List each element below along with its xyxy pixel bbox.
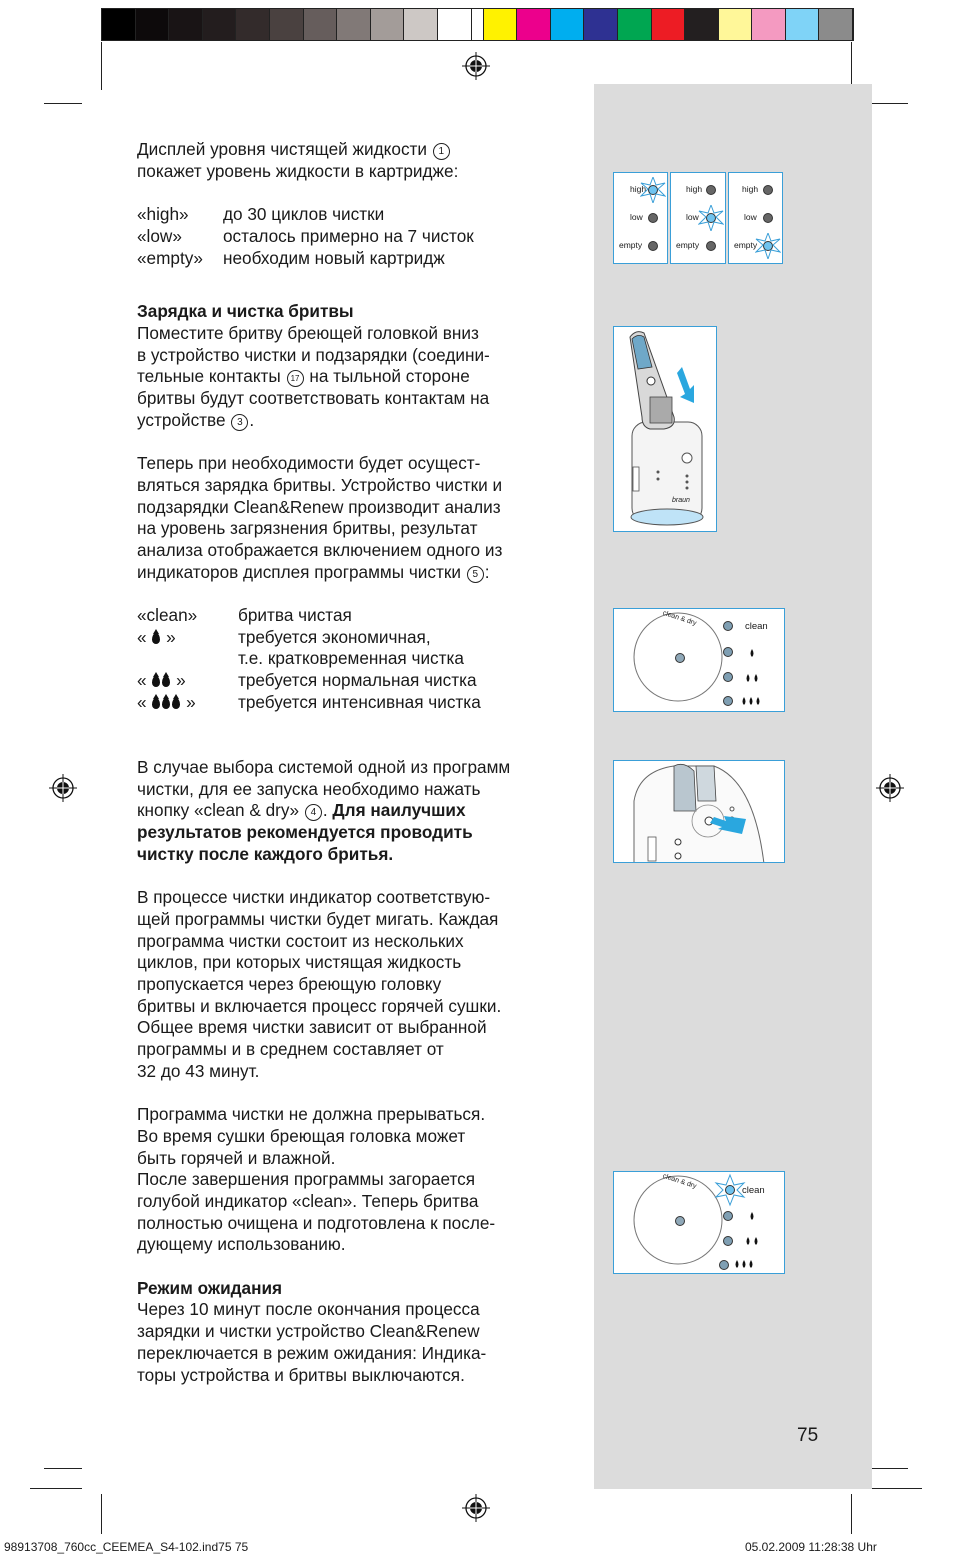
level-panel-high	[613, 172, 668, 264]
crop-mark	[870, 1488, 922, 1489]
color-swatch	[270, 9, 304, 40]
text-span: индикаторов дисплея программы чистки	[137, 561, 461, 582]
text-line: дующему использованию.	[137, 1234, 346, 1255]
text-line	[137, 366, 567, 388]
text-line: покажет уровень жидкости в картридже:	[137, 160, 459, 181]
quote-close: »	[186, 691, 196, 712]
text-line: циклов, при которых чистящая жидкость	[137, 952, 462, 973]
text-line: 32 до 43 минут.	[137, 1060, 260, 1081]
color-bar-gap	[472, 9, 484, 40]
shaver-station-drawing	[614, 327, 717, 532]
color-swatch	[584, 9, 618, 40]
drop-icon	[162, 698, 170, 709]
text-line: чистки, для ее запуска необходимо нажать	[137, 778, 481, 799]
crop-mark	[870, 1468, 908, 1469]
dial-label: clean & dry	[661, 1172, 698, 1191]
color-swatch	[169, 9, 203, 40]
color-swatch	[652, 9, 686, 40]
program-row	[137, 692, 567, 714]
main-text-column	[137, 139, 567, 1386]
text-line: подзарядки Clean&Renew производит анализ	[137, 496, 501, 517]
program-display-illustration	[613, 608, 785, 712]
drop-icon	[152, 633, 160, 644]
crop-mark	[101, 42, 102, 90]
led-icon	[648, 241, 658, 251]
text-line: бритвы будут соответствовать контактам на	[137, 388, 490, 409]
glow-burst-icon	[640, 177, 666, 203]
level-desc: осталось примерно на 7 чисток	[223, 225, 474, 246]
color-swatch	[517, 9, 551, 40]
crop-mark	[851, 1494, 852, 1534]
text-line: После завершения программы загорается	[137, 1169, 476, 1190]
color-swatch	[337, 9, 371, 40]
text-line: щей программы чистки будет мигать. Каждая	[137, 908, 499, 929]
bold-text: чистку после каждого бритья.	[137, 843, 394, 864]
level-label-low: low	[686, 212, 699, 222]
color-swatch	[551, 9, 585, 40]
bold-text: результатов рекомендуется проводить	[137, 822, 473, 843]
quote-open: «	[137, 691, 147, 712]
level-label-high: high	[742, 184, 759, 194]
color-swatch	[786, 9, 820, 40]
text-span: Дисплей уровня чистящей жидкости	[137, 139, 428, 159]
text-span: .	[249, 409, 255, 430]
shaver-insertion-illustration	[613, 326, 717, 532]
level-row	[137, 248, 567, 270]
led-icon	[763, 213, 773, 223]
program-row	[137, 670, 567, 692]
registration-mark-icon	[49, 774, 77, 802]
color-swatch	[203, 9, 237, 40]
reference-number-icon: 17	[287, 370, 304, 387]
level-key: «low»	[137, 225, 182, 246]
color-swatch	[719, 9, 753, 40]
text-line	[137, 800, 567, 822]
led-icon	[763, 185, 773, 195]
footer-file-info: 98913708_760cc_CEEMEA_S4-102.ind75 75	[4, 1540, 249, 1554]
program-desc: т.е. кратковременная чистка	[238, 648, 464, 669]
bold-text: Для наилучших	[332, 800, 466, 821]
clean-lit-illustration	[613, 1171, 785, 1274]
text-line	[137, 410, 567, 432]
level-row	[137, 204, 567, 226]
crop-mark	[30, 1488, 82, 1489]
color-swatch	[685, 9, 719, 40]
text-span: :	[484, 561, 490, 582]
registration-mark-icon	[462, 1494, 490, 1522]
text-line: голубой индикатор «clean». Теперь бритва	[137, 1190, 479, 1211]
text-line: зарядки и чистки устройство Clean&Renew	[137, 1321, 480, 1342]
printer-color-bar	[101, 8, 854, 41]
text-line: В случае выбора системой одной из программ	[137, 756, 511, 777]
color-swatch	[819, 9, 853, 40]
color-swatch	[304, 9, 338, 40]
reference-number-icon: 1	[433, 143, 450, 160]
text-span: на тыльной стороне	[309, 366, 470, 387]
crop-mark	[44, 103, 82, 104]
quote-open: «	[137, 626, 147, 647]
color-swatch	[484, 9, 518, 40]
glow-burst-icon	[698, 205, 724, 231]
text-line: полностью очищена и подготовлена к после-	[137, 1212, 496, 1233]
program-row	[137, 648, 567, 670]
footer-timestamp: 05.02.2009 11:28:38 Uhr	[745, 1540, 877, 1554]
program-desc: требуется экономичная,	[238, 626, 431, 647]
text-line: Во время сушки бреющая головка может	[137, 1125, 466, 1146]
registration-mark-icon	[462, 52, 490, 80]
crop-mark	[851, 42, 852, 90]
color-swatch	[752, 9, 786, 40]
quote-close: »	[176, 670, 186, 691]
text-line: на уровень загрязнения бритвы, результат	[137, 518, 478, 539]
drop-icon	[172, 698, 180, 709]
color-swatch	[102, 9, 136, 40]
level-label-high: high	[686, 184, 703, 194]
glow-burst-icon	[755, 233, 781, 259]
color-swatch	[618, 9, 652, 40]
reference-number-icon: 3	[231, 414, 248, 431]
section-heading-standby: Режим ожидания	[137, 1277, 283, 1298]
page-number: 75	[797, 1425, 819, 1446]
text-line: Теперь при необходимости будет осущест-	[137, 453, 481, 474]
text-line: быть горячей и влажной.	[137, 1147, 336, 1168]
program-desc: требуется нормальная чистка	[238, 670, 477, 691]
text-line: анализа отображается включением одного из	[137, 539, 503, 560]
text-line: бритвы и включается процесс горячей сушки.	[137, 995, 502, 1016]
text-line: пропускается через бреющую головку	[137, 973, 442, 994]
color-swatch	[136, 9, 170, 40]
registration-mark-icon	[876, 774, 904, 802]
station-button-drawing	[614, 761, 785, 863]
text-line: вляться зарядка бритвы. Устройство чистки и	[137, 474, 503, 495]
text-line: Общее время чистки зависит от выбранной	[137, 1017, 487, 1038]
quote-close: »	[166, 626, 176, 647]
level-label-high: high	[630, 184, 647, 194]
text-span: .	[322, 800, 328, 821]
level-desc: до 30 циклов чистки	[223, 204, 385, 225]
text-line: в устройство чистки и подзарядки (соедини-	[137, 344, 490, 365]
led-icon	[648, 213, 658, 223]
text-span: тельные контакты	[137, 366, 281, 387]
color-swatch	[438, 9, 472, 40]
crop-mark	[101, 1494, 102, 1534]
brand-logo: braun	[672, 497, 690, 504]
level-panel-empty	[728, 172, 783, 264]
level-key: «empty»	[137, 247, 203, 268]
drop-icon	[152, 676, 160, 687]
level-desc: необходим новый картридж	[223, 247, 445, 268]
color-swatch	[371, 9, 405, 40]
text-line	[137, 562, 567, 584]
text-line	[137, 139, 567, 161]
level-label-low: low	[744, 212, 757, 222]
text-line: В процессе чистки индикатор соответствую-	[137, 887, 491, 908]
text-line: Поместите бритву бреющей головкой вниз	[137, 322, 479, 343]
text-line: Программа чистки не должна прерываться.	[137, 1104, 486, 1125]
text-span: кнопку «clean & dry»	[137, 800, 300, 821]
section-heading-charging: Зарядка и чистка бритвы	[137, 301, 354, 322]
color-swatch	[236, 9, 270, 40]
text-line: Через 10 минут после окончания процесса	[137, 1299, 480, 1320]
level-label-low: low	[630, 212, 643, 222]
level-label-empty: empty	[619, 240, 643, 250]
text-line: программа чистки состоит из нескольких	[137, 930, 464, 951]
level-key: «high»	[137, 204, 189, 225]
crop-mark	[44, 1468, 82, 1469]
level-label-empty: empty	[676, 240, 700, 250]
program-row	[137, 605, 567, 627]
dial-label: clean & dry	[661, 609, 698, 628]
program-row	[137, 627, 567, 649]
program-desc: бритва чистая	[238, 605, 352, 626]
clean-indicator-label: clean	[745, 621, 768, 632]
drop-icon	[152, 698, 160, 709]
program-desc: требуется интенсивная чистка	[238, 691, 481, 712]
level-row	[137, 226, 567, 248]
crop-mark	[870, 103, 908, 104]
color-swatch	[404, 9, 438, 40]
quote-open: «	[137, 670, 147, 691]
drop-icon	[162, 676, 170, 687]
program-key: «clean»	[137, 605, 198, 626]
text-span: устройстве	[137, 409, 226, 430]
level-panel-low	[670, 172, 726, 264]
clean-indicator-label: clean	[742, 1185, 765, 1196]
text-line: программы и в среднем составляет от	[137, 1039, 444, 1060]
led-icon	[706, 241, 716, 251]
reference-number-icon: 4	[305, 804, 322, 821]
reference-number-icon: 5	[467, 566, 484, 583]
level-label-empty: empty	[734, 240, 758, 250]
press-button-illustration	[613, 760, 785, 863]
text-line: торы устройства и бритвы выключаются.	[137, 1364, 465, 1385]
led-icon	[706, 185, 716, 195]
text-line: переключается в режим ожидания: Индика-	[137, 1342, 487, 1363]
